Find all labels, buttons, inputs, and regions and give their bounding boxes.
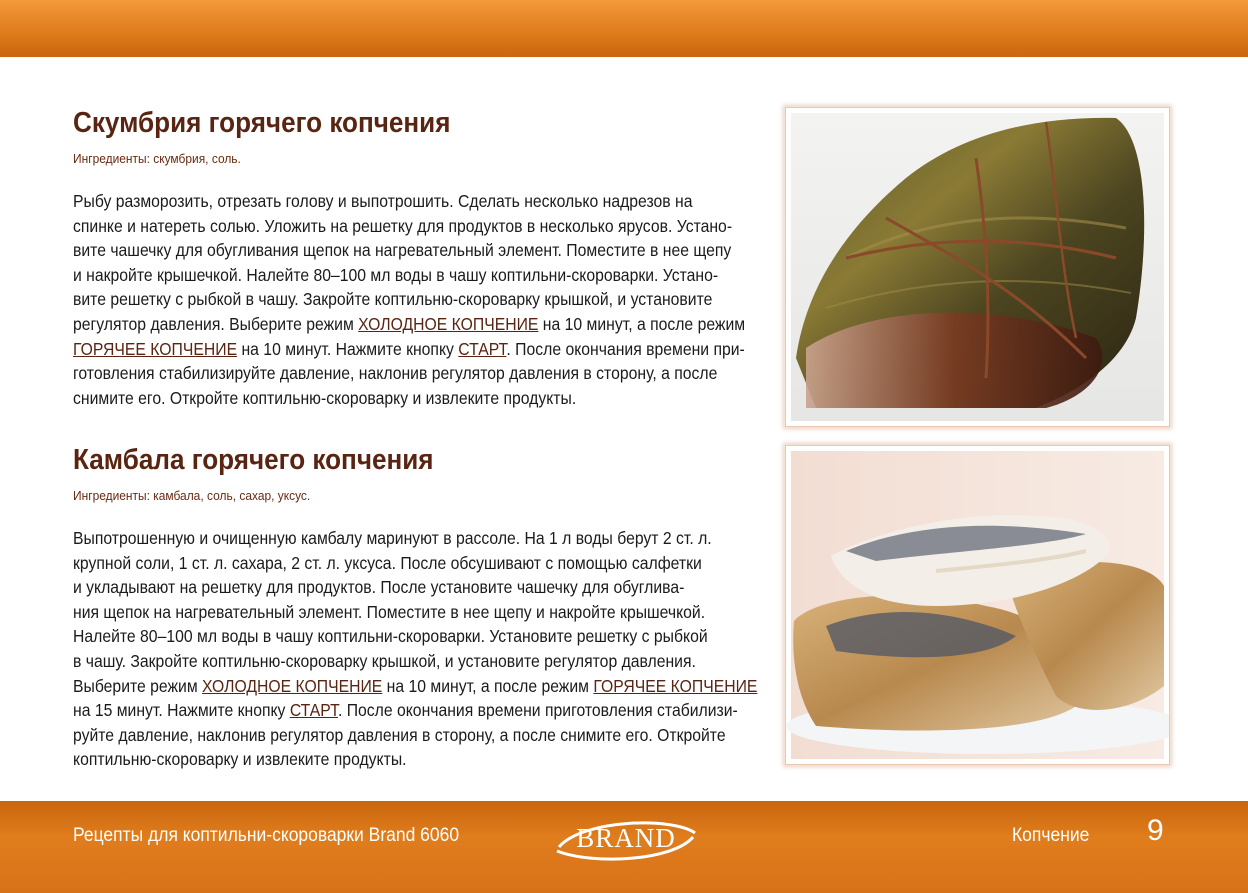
mode-keyword: СТАРТ [458, 338, 507, 359]
instruction-line [73, 575, 703, 600]
instruction-text: . После окончания времени приготовления стабилизи- [337, 700, 738, 721]
footer-band [0, 801, 1248, 893]
flounder-photo [785, 445, 1170, 765]
instruction-line [73, 337, 745, 362]
instruction-line [73, 723, 726, 748]
instruction-text: на 10 минут. Нажмите кнопку [237, 338, 459, 359]
instruction-text: крупной соли, 1 ст. л. сахара, 2 ст. л. уксуса. После обсушивают с помощью салфетки [73, 552, 702, 573]
instruction-text: Налейте 80–100 мл воды в чашу коптильни-скороварки. Установите решетку с рыбкой [73, 626, 708, 647]
instruction-text: Выберите режим [73, 675, 203, 696]
recipe-ingredients: Ингредиенты: камбала, соль, сахар, уксус. [73, 488, 311, 503]
instruction-text: Выпотрошенную и очищенную камбалу маринуют в рассоле. На 1 л воды берут 2 ст. л. [73, 528, 712, 548]
instruction-text: ния щепок на нагревательный элемент. Поместите в нее щепу и накройте крышечкой. [73, 601, 706, 622]
instruction-line [73, 386, 703, 411]
instruction-text: на 10 минут, а после режим [382, 675, 594, 696]
instruction-text: на 10 минут, а после режим [538, 313, 746, 334]
instruction-line [73, 698, 738, 723]
instruction-text: снимите его. Откройте коптильню-скороварку и извлеките продукты. [73, 387, 577, 408]
instruction-text: коптильню-скороварку и извлеките продукты. [73, 749, 407, 770]
recipe-title: Камбала горячего копчения [73, 444, 434, 476]
instruction-line [73, 312, 746, 337]
instruction-line [73, 214, 733, 239]
recipe-flounder [73, 443, 773, 772]
instruction-text: руйте давление, наклонив регулятор давления в сторону, а после снимите его. Откройте [73, 724, 726, 745]
instruction-text: Рыбу разморозить, отрезать голову и выпотрошить. Сделать несколько надрезов на [73, 191, 693, 211]
instruction-line [73, 674, 758, 699]
recipe-instructions [73, 189, 773, 410]
recipe-ingredients: Ингредиенты: скумбрия, соль. [73, 151, 241, 166]
mode-keyword: ГОРЯЧЕЕ КОПЧЕНИЕ [593, 675, 758, 696]
instruction-line [73, 551, 703, 576]
instruction-line [73, 189, 703, 214]
instruction-text: готовления стабилизируйте давление, наклонив регулятор давления в сторону, а после [73, 363, 718, 384]
recipe-mackerel [73, 106, 773, 410]
instruction-line [73, 624, 708, 649]
instruction-line [73, 649, 703, 674]
footer-title: Рецепты для коптильни-скороварки Brand 6060 [73, 825, 460, 846]
mode-keyword: ХОЛОДНОЕ КОПЧЕНИЕ [358, 313, 539, 334]
instruction-text: и укладывают на решетку для продуктов. После установите чашечку для обуглива- [73, 577, 685, 598]
mode-keyword: ГОРЯЧЕЕ КОПЧЕНИЕ [73, 338, 238, 359]
brand-logo-text: BRAND [576, 823, 676, 853]
instruction-line [73, 361, 718, 386]
mode-keyword: СТАРТ [289, 700, 338, 721]
instruction-text: вите решетку с рыбкой в чашу. Закройте коптильню-скороварку крышкой, и установите [73, 289, 713, 310]
instruction-text: регулятор давления. Выберите режим [73, 313, 359, 334]
mode-keyword: ХОЛОДНОЕ КОПЧЕНИЕ [202, 675, 383, 696]
recipe-title: Скумбрия горячего копчения [73, 107, 451, 139]
instruction-text: вите чашечку для обугливания щепок на нагревательный элемент. Поместите в нее щепу [73, 240, 732, 261]
recipe-instructions [73, 526, 773, 772]
instruction-line [73, 238, 732, 263]
instruction-text: спинке и натереть солью. Уложить на решетку для продуктов в несколько ярусов. Устано- [73, 215, 733, 236]
brand-logo [553, 815, 699, 863]
instruction-line [73, 526, 712, 551]
instruction-line [73, 263, 719, 288]
instruction-text: на 15 минут. Нажмите кнопку [73, 700, 290, 721]
instruction-line [73, 287, 713, 312]
instruction-line [73, 600, 706, 625]
mackerel-photo [785, 107, 1170, 427]
instruction-text: . После окончания времени при- [506, 338, 745, 359]
header-band [0, 0, 1248, 57]
instruction-text: и накройте крышечкой. Налейте 80–100 мл воды в чашу коптильни-скороварки. Устано- [73, 264, 719, 285]
page-number: 9 [1147, 814, 1164, 847]
instruction-text: в чашу. Закройте коптильню-скороварку крышкой, и установите регулятор давления. [73, 650, 696, 671]
section-name: Копчение [1012, 825, 1090, 846]
instruction-line [73, 747, 703, 772]
